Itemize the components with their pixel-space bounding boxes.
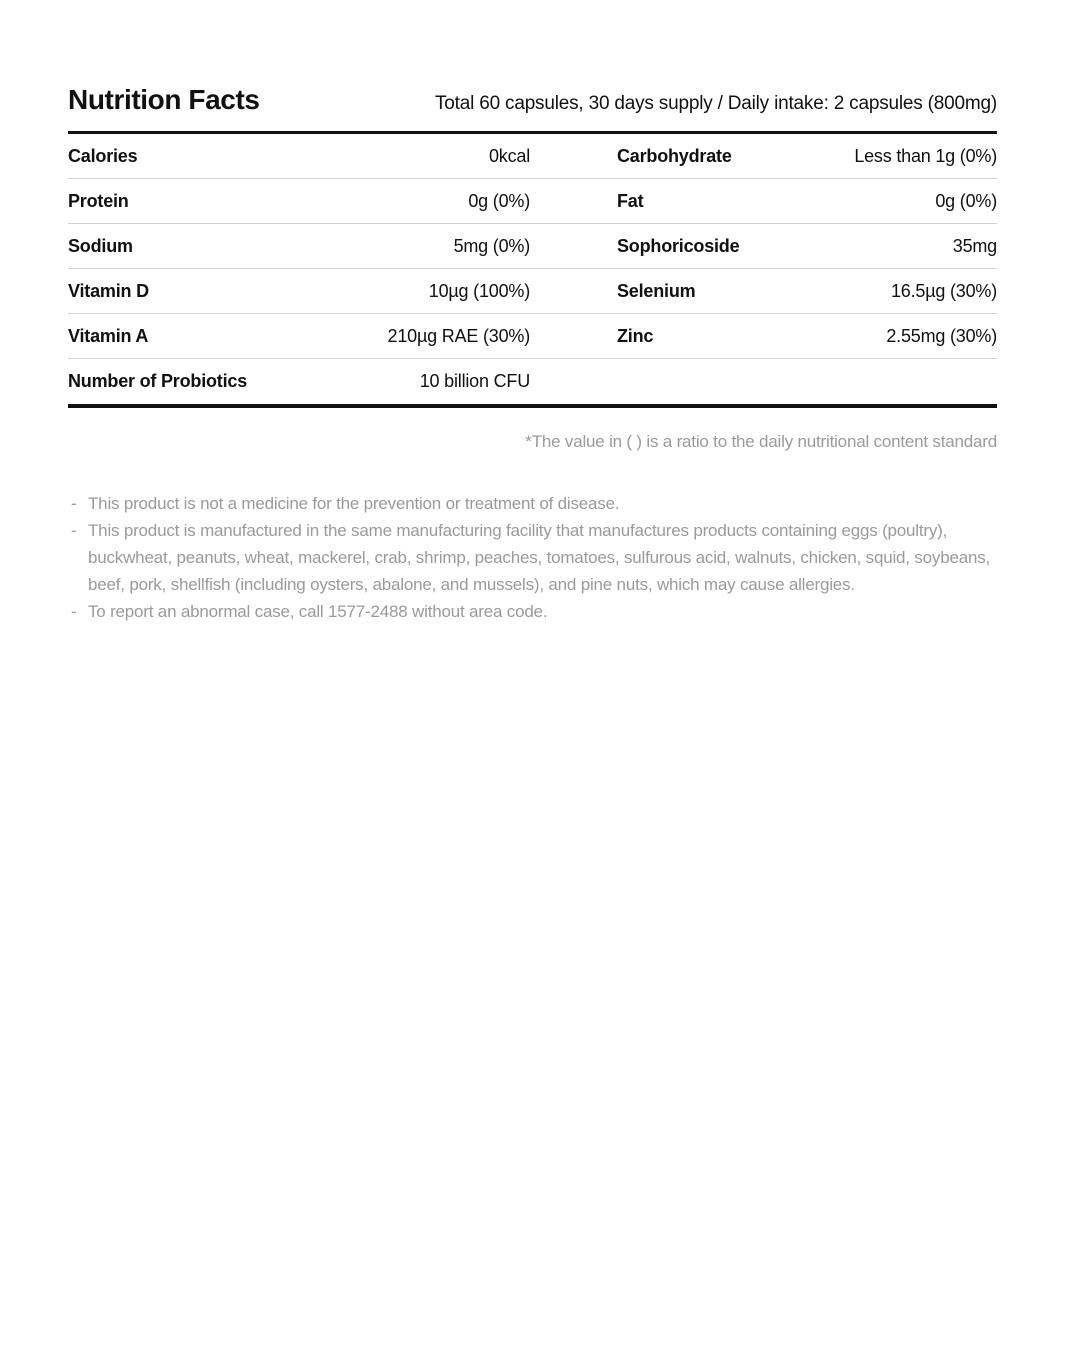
nutrient-value: 2.55mg (30%) [886, 325, 997, 346]
nutrient-value: 210µg RAE (30%) [387, 325, 530, 346]
table-row-left-pair [68, 281, 530, 302]
nutrient-value: 35mg [952, 235, 997, 256]
table-row [68, 224, 997, 269]
disclaimer-text: This product is not a medicine for the prevention or treatment of disease. [88, 494, 620, 513]
table-row [68, 134, 997, 179]
table-row-right-pair [617, 191, 997, 212]
nutrient-value: 10µg (100%) [428, 280, 530, 301]
nutrient-value: 16.5µg (30%) [890, 280, 997, 301]
nutrient-label: Vitamin D [68, 280, 149, 301]
daily-value-footnote: *The value in ( ) is a ratio to the daily nutritional content standard [525, 432, 997, 451]
disclaimer-text: To report an abnormal case, call 1577-2488 without area code. [88, 602, 548, 621]
list-item [68, 490, 997, 517]
disclaimer-list [68, 490, 997, 625]
nutrient-label: Protein [68, 190, 129, 211]
nutrient-value: 0kcal [488, 145, 530, 166]
nutrient-value: 0g (0%) [935, 190, 997, 211]
list-item [68, 598, 997, 625]
nutrient-label: Number of Probiotics [68, 371, 248, 391]
nutrient-label: Sodium [68, 235, 133, 256]
nutrient-label: Sophoricoside [617, 235, 740, 256]
nutrient-value: Less than 1g (0%) [854, 145, 997, 166]
table-row-right-pair [617, 236, 997, 257]
nutrient-value: 0g (0%) [468, 190, 530, 211]
nutrient-label: Selenium [617, 280, 696, 301]
nutrient-label: Vitamin A [68, 325, 149, 346]
table-row-left-pair [68, 146, 530, 167]
table-row [68, 179, 997, 224]
table-row-left-pair [68, 191, 530, 212]
table-row-left-pair [68, 371, 530, 392]
nutrition-table [68, 131, 997, 408]
table-row [68, 314, 997, 359]
page-title: Nutrition Facts [68, 84, 260, 115]
table-row-right-pair [617, 326, 997, 347]
nutrient-label: Carbohydrate [617, 145, 732, 166]
table-row [68, 359, 997, 404]
dash-bullet: - [71, 521, 77, 540]
list-item [68, 517, 997, 598]
table-row [68, 269, 997, 314]
nutrient-label: Calories [68, 145, 138, 166]
serving-info: Total 60 capsules, 30 days supply / Daily intake: 2 capsules (800mg) [435, 93, 997, 114]
nutrient-label: Fat [617, 190, 644, 211]
nutrition-facts-page [0, 0, 1080, 625]
disclaimer-text: This product is manufactured in the same manufacturing facility that manufactures products containing eggs (poultry), buckwheat, peanuts, wheat, mackerel, crab, shrimp, peaches, tomatoes, sulfurous acid, walnuts, chicken, squid, soybeans, beef, pork, shellfish (including oysters, abalone, and mussels), and pine nuts, which may cause allergies. [88, 521, 991, 594]
table-row-right-pair [617, 146, 997, 167]
table-row-right-pair [617, 281, 997, 302]
dash-bullet: - [71, 494, 77, 513]
dash-bullet: - [71, 602, 77, 621]
nutrition-facts-header [68, 84, 997, 116]
table-row-left-pair [68, 326, 530, 347]
nutrient-value: 5mg (0%) [453, 235, 530, 256]
nutrient-label: Zinc [617, 325, 654, 346]
nutrient-value: 10 billion CFU [419, 371, 530, 391]
table-row-left-pair [68, 236, 530, 257]
